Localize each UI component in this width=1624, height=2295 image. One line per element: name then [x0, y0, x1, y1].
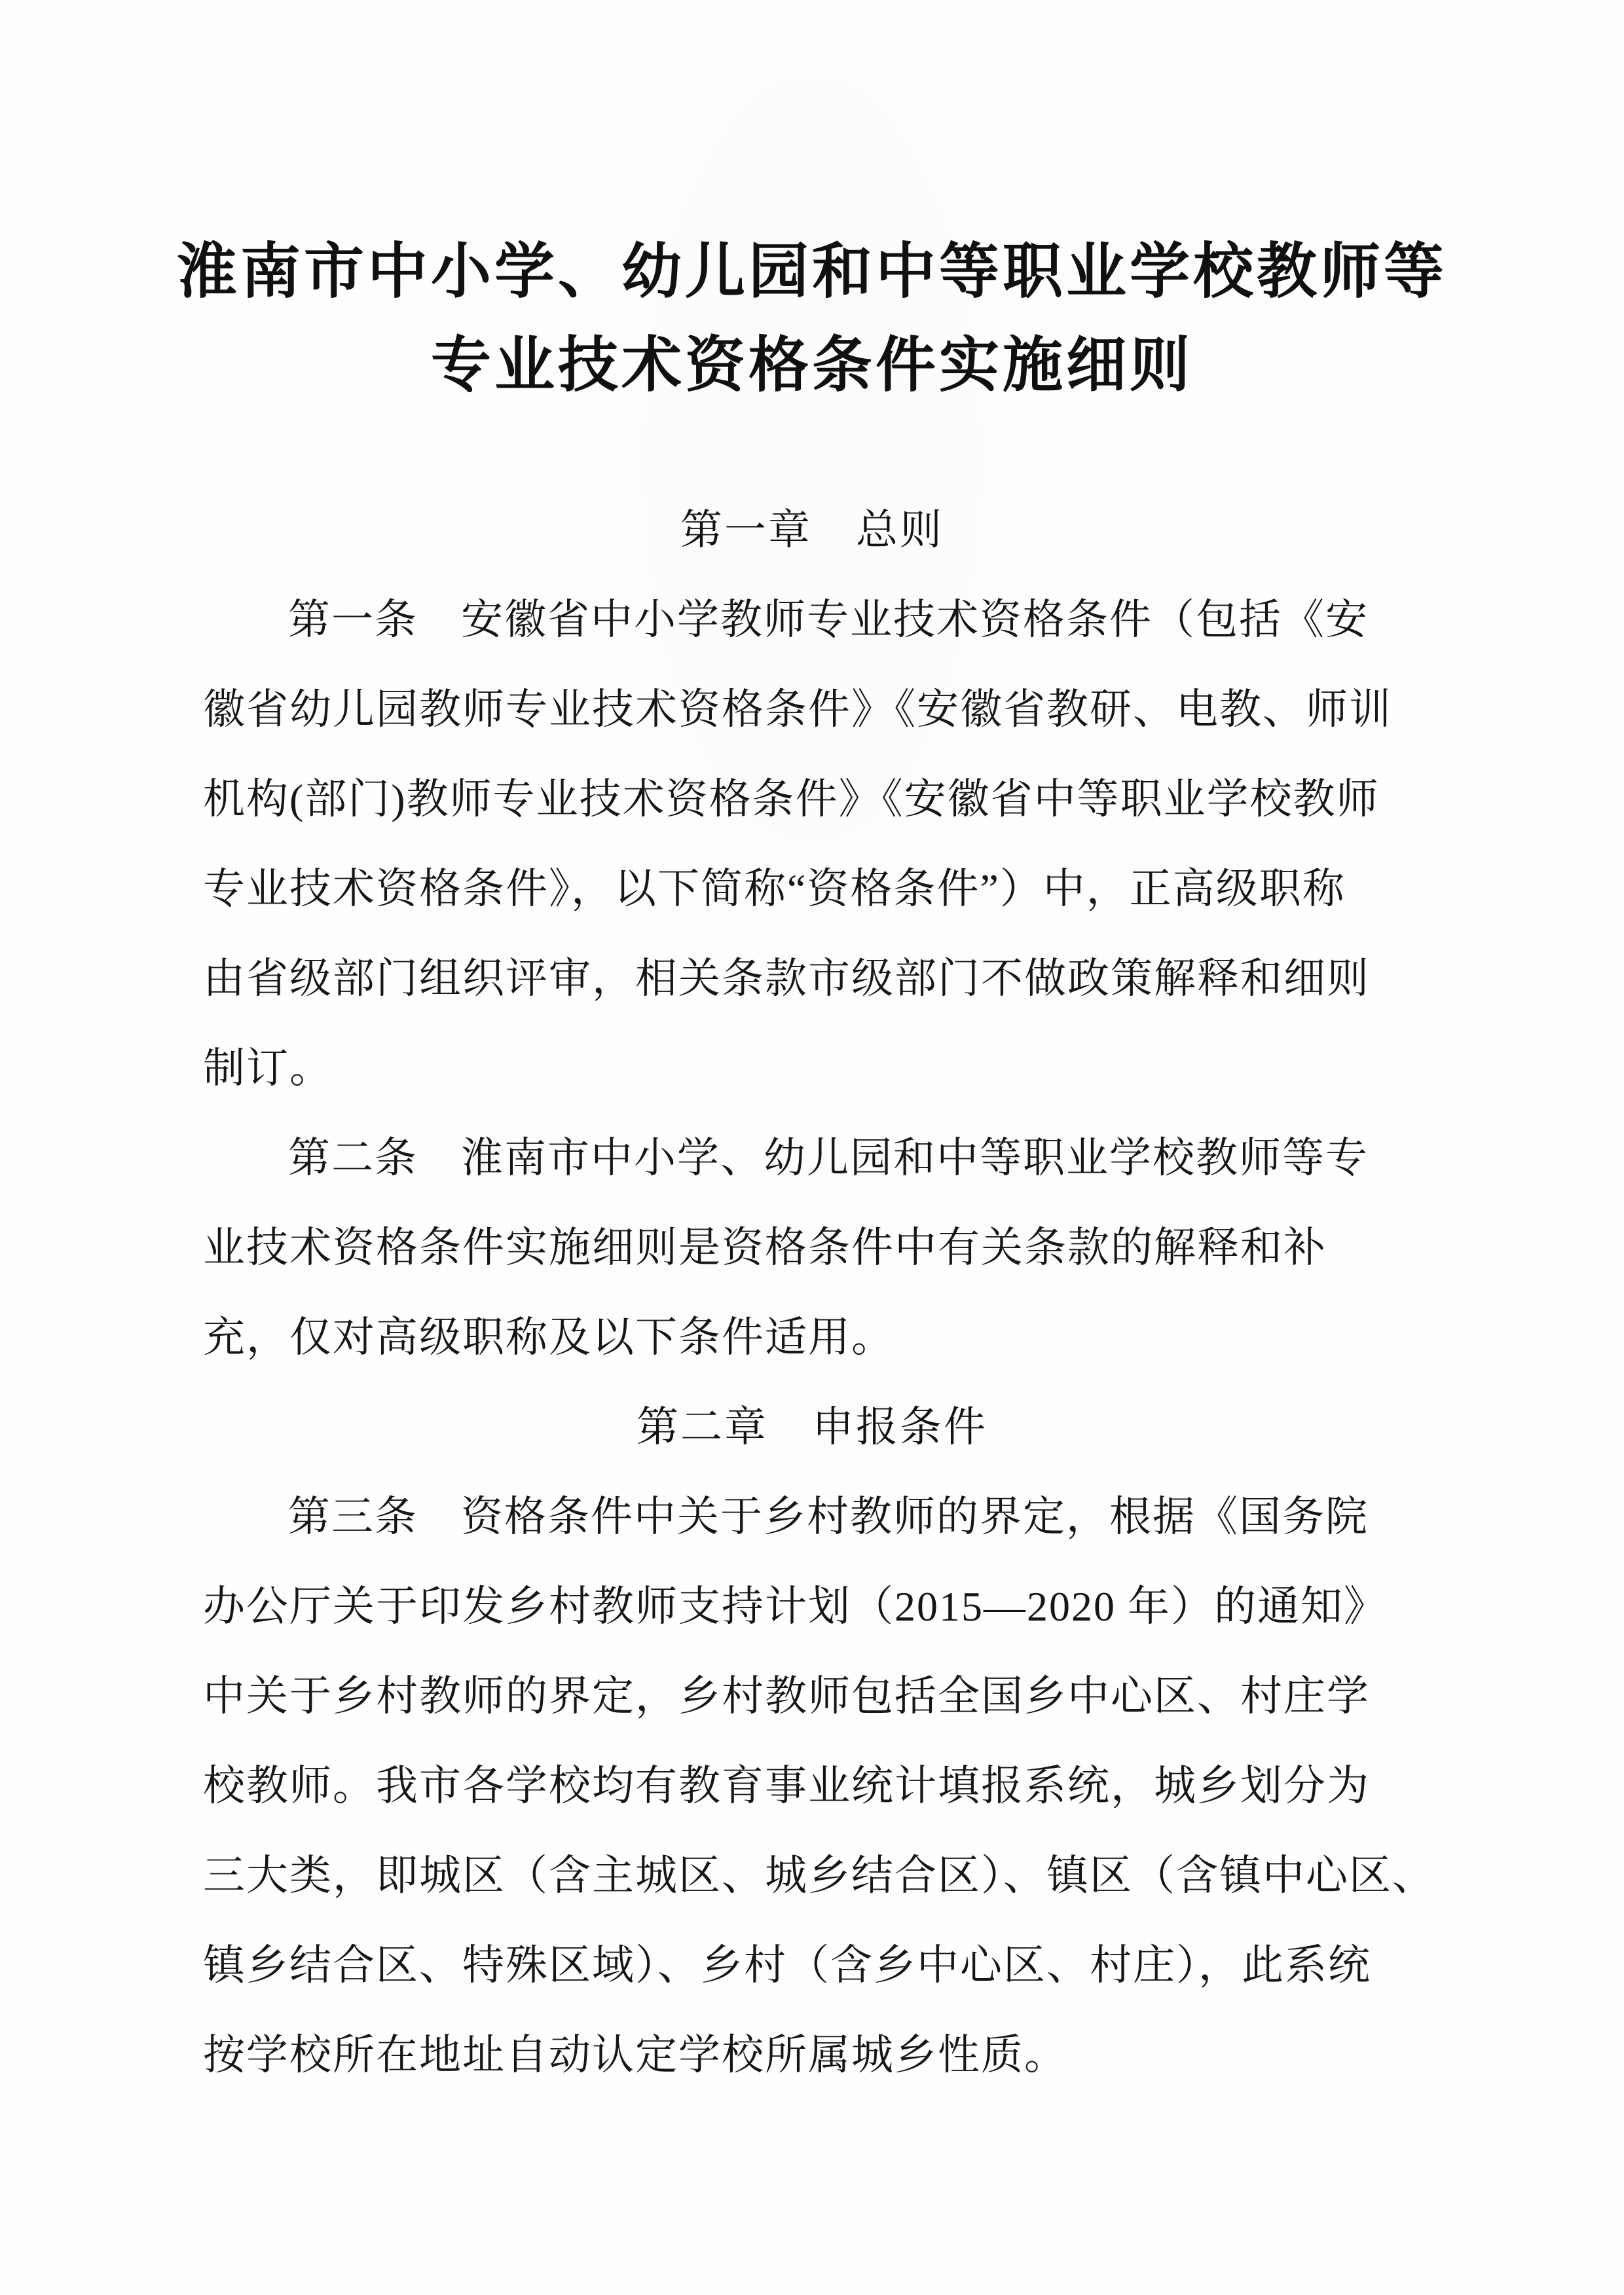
article-3-line: 中关于乡村教师的界定，乡村教师包括全国乡中心区、村庄学: [203, 1673, 1370, 1719]
article-3-line: 镇乡结合区、特殊区域）、乡村（含乡中心区、村庄），此系统: [203, 1942, 1371, 1989]
article-3-line: 按学校所在地址自动认定学校所属城乡性质。: [203, 2032, 1067, 2078]
article-3-line: 办公厅关于印发乡村教师支持计划（2015—2020 年）的通知》: [203, 1583, 1387, 1630]
article-2-line: 充，仅对高级职称及以下条件适用。: [203, 1314, 895, 1361]
article-1-line: 制订。: [203, 1045, 333, 1092]
chapter-2-heading: 第二章 申报条件: [637, 1404, 987, 1450]
article-1-line: 第一条 安徽省中小学教师专业技术资格条件（包括《安: [288, 597, 1369, 643]
article-2-line: 第二条 淮南市中小学、幼儿园和中等职业学校教师等专: [288, 1135, 1369, 1181]
article-3-line: 三大类，即城区（含主城区、城乡结合区）、镇区（含镇中心区、: [203, 1852, 1435, 1899]
article-1-line: 专业技术资格条件》，以下简称“资格条件”）中，正高级职称: [203, 866, 1346, 912]
article-2-line: 业技术资格条件实施细则是资格条件中有关条款的解释和补: [203, 1224, 1327, 1271]
chapter-1-heading: 第一章 总则: [680, 507, 944, 553]
doc-title-line2: 专业技术资格条件实施细则: [430, 332, 1193, 399]
document-body: [203, 485, 1435, 2100]
article-3-line: 校教师。我市各学校均有教育事业统计填报系统，城乡划分为: [203, 1763, 1370, 1809]
article-1-line: 徽省幼儿园教师专业技术资格条件》《安徽省教研、电教、师训: [203, 686, 1392, 733]
article-1-line: 由省级部门组织评审，相关条款市级部门不做政策解释和细则: [203, 955, 1370, 1002]
article-3-line: 第三条 资格条件中关于乡村教师的界定，根据《国务院: [288, 1494, 1369, 1540]
doc-title-line1: 淮南市中小学、幼儿园和中等职业学校教师等: [176, 238, 1447, 305]
article-1-line: 机构(部门)教师专业技术资格条件》《安徽省中等职业学校教师: [203, 776, 1380, 822]
